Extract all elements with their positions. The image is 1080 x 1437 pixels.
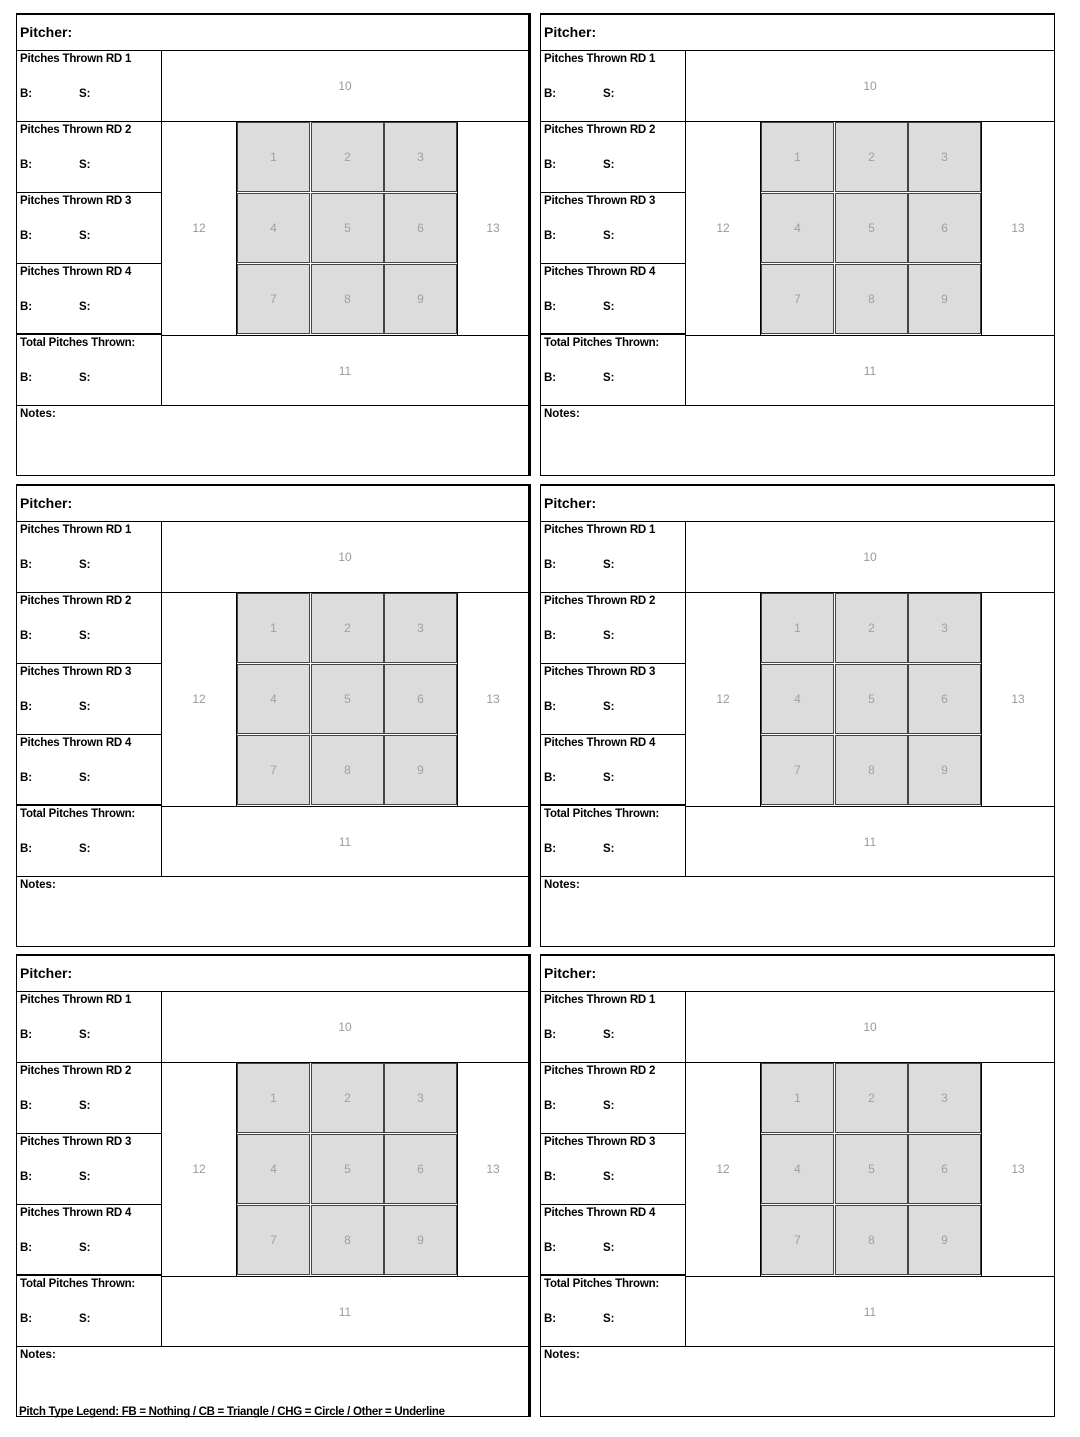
zone-13[interactable]: 13 [486, 221, 500, 235]
balls-label: B: [20, 88, 33, 100]
zone-6[interactable]: 6 [908, 1134, 981, 1204]
strikes-label: S: [79, 843, 91, 855]
round-1-label: Pitches Thrown RD 1 [20, 524, 132, 536]
strikes-label: S: [603, 159, 615, 171]
zone-3[interactable]: 3 [908, 593, 981, 663]
zone-4[interactable]: 4 [237, 664, 310, 734]
round-3-cell[interactable] [541, 193, 686, 264]
round-4-cell[interactable] [541, 264, 686, 335]
balls-label: B: [20, 230, 33, 242]
round-1-cell[interactable] [17, 522, 162, 593]
pitcher-header[interactable] [17, 15, 528, 51]
total-pitches-cell[interactable] [541, 1276, 686, 1347]
round-4-label: Pitches Thrown RD 4 [20, 1207, 132, 1219]
zone-12[interactable]: 12 [716, 221, 730, 235]
balls-label: B: [544, 1242, 557, 1254]
strike-zone-grid [760, 122, 982, 335]
zone-13[interactable]: 13 [486, 692, 500, 706]
strikes-label: S: [79, 630, 91, 642]
strikes-label: S: [79, 1029, 91, 1041]
balls-label: B: [544, 1171, 557, 1183]
strikes-label: S: [603, 772, 615, 784]
zone-9[interactable]: 9 [384, 264, 457, 334]
notes-label: Notes: [20, 879, 56, 891]
round-2-cell[interactable] [17, 1063, 162, 1134]
round-3-cell[interactable] [17, 193, 162, 264]
zone-7[interactable]: 7 [237, 1205, 310, 1275]
strikes-label: S: [603, 630, 615, 642]
zone-10[interactable]: 10 [162, 51, 528, 122]
total-pitches-cell[interactable] [541, 806, 686, 877]
total-pitches-cell[interactable] [17, 1276, 162, 1347]
round-2-label: Pitches Thrown RD 2 [20, 1065, 132, 1077]
pitch-type-legend: Pitch Type Legend: FB = Nothing / CB = Triangle / CHG = Circle / Other = Underline [19, 1406, 445, 1418]
strikes-label: S: [79, 88, 91, 100]
round-2-label: Pitches Thrown RD 2 [544, 595, 656, 607]
round-1-cell[interactable] [541, 51, 686, 122]
zone-11[interactable]: 11 [686, 806, 1054, 877]
round-4-cell[interactable] [541, 735, 686, 806]
zone-8[interactable]: 8 [835, 264, 908, 334]
round-1-cell[interactable] [541, 522, 686, 593]
balls-label: B: [20, 301, 33, 313]
round-3-label: Pitches Thrown RD 3 [20, 195, 132, 207]
pitcher-header[interactable] [541, 486, 1054, 522]
strikes-label: S: [603, 1100, 615, 1112]
zone-2[interactable]: 2 [311, 593, 384, 663]
zone-7[interactable]: 7 [761, 1205, 834, 1275]
zone-8[interactable]: 8 [835, 735, 908, 805]
total-pitches-label: Total Pitches Thrown: [544, 337, 660, 349]
zone-7[interactable]: 7 [761, 735, 834, 805]
zone-10[interactable]: 10 [162, 992, 528, 1063]
zone-11[interactable]: 11 [162, 1276, 528, 1347]
notes-label: Notes: [544, 408, 580, 420]
notes-area[interactable] [541, 1347, 1054, 1416]
balls-label: B: [20, 630, 33, 642]
round-3-label: Pitches Thrown RD 3 [20, 1136, 132, 1148]
notes-area[interactable] [541, 406, 1054, 475]
notes-label: Notes: [544, 879, 580, 891]
round-2-label: Pitches Thrown RD 2 [544, 1065, 656, 1077]
round-3-label: Pitches Thrown RD 3 [20, 666, 132, 678]
zone-1[interactable]: 1 [761, 593, 834, 663]
zone-10[interactable]: 10 [686, 992, 1054, 1063]
round-1-label: Pitches Thrown RD 1 [20, 994, 132, 1006]
zone-9[interactable]: 9 [384, 735, 457, 805]
zone-2[interactable]: 2 [311, 122, 384, 192]
zone-6[interactable]: 6 [908, 193, 981, 263]
pitcher-label: Pitcher: [544, 24, 597, 40]
zone-8[interactable]: 8 [835, 1205, 908, 1275]
balls-label: B: [20, 772, 33, 784]
round-1-label: Pitches Thrown RD 1 [20, 53, 132, 65]
pitcher-label: Pitcher: [544, 965, 597, 981]
strikes-label: S: [603, 1313, 615, 1325]
round-3-cell[interactable] [17, 1134, 162, 1205]
zone-2[interactable]: 2 [835, 122, 908, 192]
zone-12[interactable]: 12 [192, 1162, 206, 1176]
pitcher-header[interactable] [17, 956, 528, 992]
balls-label: B: [20, 1313, 33, 1325]
pitcher-label: Pitcher: [20, 24, 73, 40]
strikes-label: S: [79, 772, 91, 784]
balls-label: B: [20, 1100, 33, 1112]
round-1-cell[interactable] [17, 51, 162, 122]
round-4-label: Pitches Thrown RD 4 [544, 266, 656, 278]
total-pitches-label: Total Pitches Thrown: [20, 808, 136, 820]
round-2-cell[interactable] [17, 593, 162, 664]
zone-6[interactable]: 6 [384, 1134, 457, 1204]
round-1-label: Pitches Thrown RD 1 [544, 524, 656, 536]
zone-3[interactable]: 3 [384, 1063, 457, 1133]
pitcher-card-4 [540, 484, 1055, 947]
round-2-label: Pitches Thrown RD 2 [20, 595, 132, 607]
round-4-cell[interactable] [17, 264, 162, 335]
zone-8[interactable]: 8 [311, 264, 384, 334]
round-4-cell[interactable] [17, 1205, 162, 1276]
balls-label: B: [20, 843, 33, 855]
pitcher-header[interactable] [541, 956, 1054, 992]
zone-9[interactable]: 9 [908, 735, 981, 805]
total-pitches-label: Total Pitches Thrown: [20, 1278, 136, 1290]
zone-6[interactable]: 6 [908, 664, 981, 734]
strike-zone-grid [236, 593, 458, 806]
round-4-label: Pitches Thrown RD 4 [20, 266, 132, 278]
balls-label: B: [544, 843, 557, 855]
zone-8[interactable]: 8 [311, 1205, 384, 1275]
strikes-label: S: [79, 1171, 91, 1183]
zone-11[interactable]: 11 [686, 1276, 1054, 1347]
round-3-label: Pitches Thrown RD 3 [544, 1136, 656, 1148]
zone-4[interactable]: 4 [761, 664, 834, 734]
balls-label: B: [544, 772, 557, 784]
strikes-label: S: [603, 1029, 615, 1041]
zone-5[interactable]: 5 [835, 193, 908, 263]
zone-5[interactable]: 5 [311, 193, 384, 263]
strikes-label: S: [603, 843, 615, 855]
zone-1[interactable]: 1 [237, 1063, 310, 1133]
zone-4[interactable]: 4 [237, 1134, 310, 1204]
balls-label: B: [20, 1029, 33, 1041]
round-2-cell[interactable] [17, 122, 162, 193]
round-1-label: Pitches Thrown RD 1 [544, 994, 656, 1006]
zone-1[interactable]: 1 [761, 1063, 834, 1133]
zone-4[interactable]: 4 [761, 193, 834, 263]
zone-3[interactable]: 3 [384, 593, 457, 663]
strikes-label: S: [603, 301, 615, 313]
zone-10[interactable]: 10 [162, 522, 528, 593]
pitcher-label: Pitcher: [20, 495, 73, 511]
zone-9[interactable]: 9 [908, 264, 981, 334]
zone-3[interactable]: 3 [908, 1063, 981, 1133]
round-4-cell[interactable] [17, 735, 162, 806]
total-pitches-cell[interactable] [17, 335, 162, 406]
strike-zone-grid [760, 593, 982, 806]
notes-area[interactable] [17, 406, 528, 475]
zone-2[interactable]: 2 [835, 1063, 908, 1133]
balls-label: B: [544, 88, 557, 100]
balls-label: B: [20, 372, 33, 384]
zone-4[interactable]: 4 [761, 1134, 834, 1204]
balls-label: B: [544, 701, 557, 713]
round-3-label: Pitches Thrown RD 3 [544, 195, 656, 207]
strikes-label: S: [79, 301, 91, 313]
zone-7[interactable]: 7 [761, 264, 834, 334]
zone-13[interactable]: 13 [1011, 221, 1025, 235]
round-1-cell[interactable] [541, 992, 686, 1063]
balls-label: B: [20, 1242, 33, 1254]
zone-7[interactable]: 7 [237, 735, 310, 805]
notes-area[interactable] [17, 877, 528, 946]
strikes-label: S: [79, 1100, 91, 1112]
round-2-cell[interactable] [541, 593, 686, 664]
balls-label: B: [20, 159, 33, 171]
round-2-cell[interactable] [541, 1063, 686, 1134]
zone-7[interactable]: 7 [237, 264, 310, 334]
strikes-label: S: [79, 1313, 91, 1325]
pitcher-label: Pitcher: [20, 965, 73, 981]
zone-3[interactable]: 3 [384, 122, 457, 192]
zone-1[interactable]: 1 [237, 122, 310, 192]
balls-label: B: [544, 630, 557, 642]
round-4-label: Pitches Thrown RD 4 [544, 737, 656, 749]
pitcher-card-1 [16, 13, 531, 476]
zone-12[interactable]: 12 [192, 692, 206, 706]
balls-label: B: [544, 372, 557, 384]
round-2-cell[interactable] [541, 122, 686, 193]
balls-label: B: [20, 701, 33, 713]
balls-label: B: [544, 301, 557, 313]
zone-11[interactable]: 11 [162, 806, 528, 877]
zone-13[interactable]: 13 [1011, 692, 1025, 706]
round-3-cell[interactable] [541, 664, 686, 735]
round-2-label: Pitches Thrown RD 2 [20, 124, 132, 136]
strikes-label: S: [603, 1171, 615, 1183]
pitcher-card-6 [540, 954, 1055, 1417]
balls-label: B: [544, 559, 557, 571]
strikes-label: S: [603, 1242, 615, 1254]
zone-12[interactable]: 12 [716, 692, 730, 706]
balls-label: B: [544, 159, 557, 171]
pitcher-card-2 [540, 13, 1055, 476]
zone-5[interactable]: 5 [311, 1134, 384, 1204]
pitcher-header[interactable] [17, 486, 528, 522]
balls-label: B: [544, 1313, 557, 1325]
notes-label: Notes: [544, 1349, 580, 1361]
round-3-label: Pitches Thrown RD 3 [544, 666, 656, 678]
strikes-label: S: [603, 559, 615, 571]
strikes-label: S: [79, 559, 91, 571]
round-1-cell[interactable] [17, 992, 162, 1063]
zone-2[interactable]: 2 [835, 593, 908, 663]
round-4-label: Pitches Thrown RD 4 [20, 737, 132, 749]
round-4-cell[interactable] [541, 1205, 686, 1276]
strikes-label: S: [603, 372, 615, 384]
zone-5[interactable]: 5 [835, 1134, 908, 1204]
notes-label: Notes: [20, 408, 56, 420]
zone-1[interactable]: 1 [761, 122, 834, 192]
zone-3[interactable]: 3 [908, 122, 981, 192]
zone-5[interactable]: 5 [311, 664, 384, 734]
strike-zone-grid [236, 1063, 458, 1276]
total-pitches-cell[interactable] [17, 806, 162, 877]
zone-5[interactable]: 5 [835, 664, 908, 734]
pitcher-card-5 [16, 954, 531, 1417]
round-3-cell[interactable] [541, 1134, 686, 1205]
total-pitches-label: Total Pitches Thrown: [20, 337, 136, 349]
zone-13[interactable]: 13 [1011, 1162, 1025, 1176]
strikes-label: S: [603, 701, 615, 713]
zone-2[interactable]: 2 [311, 1063, 384, 1133]
strikes-label: S: [79, 701, 91, 713]
balls-label: B: [20, 1171, 33, 1183]
zone-12[interactable]: 12 [716, 1162, 730, 1176]
zone-10[interactable]: 10 [686, 522, 1054, 593]
strikes-label: S: [603, 88, 615, 100]
strike-zone-grid [760, 1063, 982, 1276]
round-2-label: Pitches Thrown RD 2 [544, 124, 656, 136]
zone-8[interactable]: 8 [311, 735, 384, 805]
strikes-label: S: [603, 230, 615, 242]
strikes-label: S: [79, 372, 91, 384]
zone-6[interactable]: 6 [384, 664, 457, 734]
total-pitches-cell[interactable] [541, 335, 686, 406]
zone-11[interactable]: 11 [686, 335, 1054, 406]
zone-13[interactable]: 13 [486, 1162, 500, 1176]
balls-label: B: [20, 559, 33, 571]
strikes-label: S: [79, 159, 91, 171]
total-pitches-label: Total Pitches Thrown: [544, 1278, 660, 1290]
round-4-label: Pitches Thrown RD 4 [544, 1207, 656, 1219]
strike-zone-grid [236, 122, 458, 335]
total-pitches-label: Total Pitches Thrown: [544, 808, 660, 820]
notes-area[interactable] [541, 877, 1054, 946]
zone-9[interactable]: 9 [908, 1205, 981, 1275]
zone-4[interactable]: 4 [237, 193, 310, 263]
zone-12[interactable]: 12 [192, 221, 206, 235]
zone-6[interactable]: 6 [384, 193, 457, 263]
round-3-cell[interactable] [17, 664, 162, 735]
zone-11[interactable]: 11 [162, 335, 528, 406]
zone-9[interactable]: 9 [384, 1205, 457, 1275]
balls-label: B: [544, 1029, 557, 1041]
strikes-label: S: [79, 1242, 91, 1254]
notes-label: Notes: [20, 1349, 56, 1361]
strikes-label: S: [79, 230, 91, 242]
pitcher-header[interactable] [541, 15, 1054, 51]
zone-1[interactable]: 1 [237, 593, 310, 663]
zone-10[interactable]: 10 [686, 51, 1054, 122]
pitcher-label: Pitcher: [544, 495, 597, 511]
pitcher-card-3 [16, 484, 531, 947]
round-1-label: Pitches Thrown RD 1 [544, 53, 656, 65]
balls-label: B: [544, 230, 557, 242]
balls-label: B: [544, 1100, 557, 1112]
